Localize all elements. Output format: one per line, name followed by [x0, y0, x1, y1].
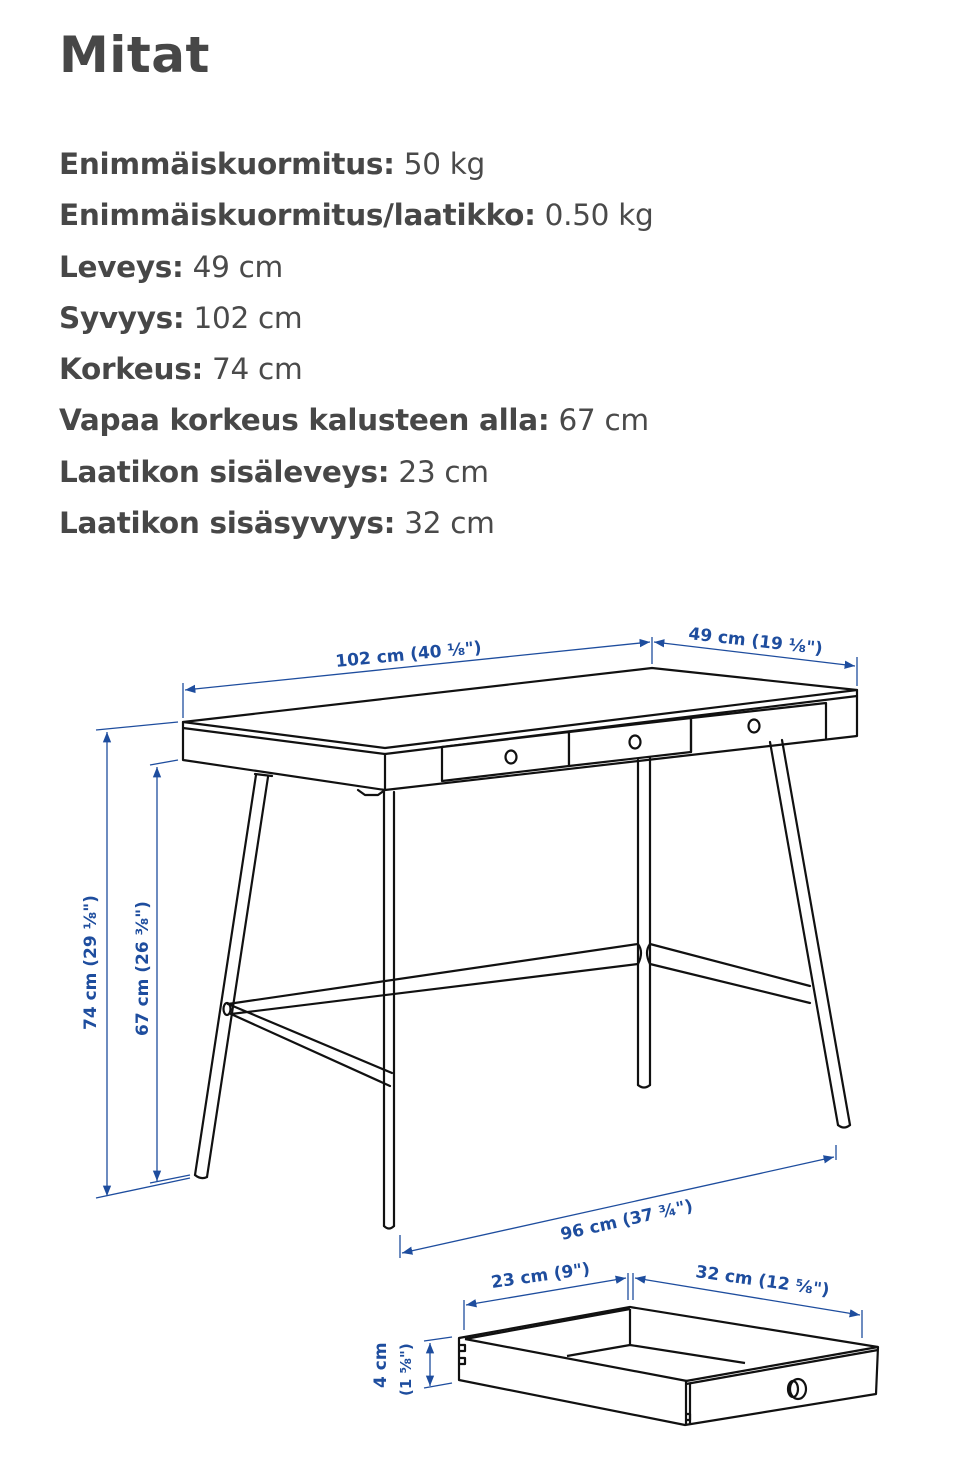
spec-width: [59, 242, 653, 293]
desk-width-label: 49 cm (19 ⅛"): [687, 624, 824, 660]
spec-label: Korkeus:: [59, 352, 203, 387]
spec-height: [59, 344, 653, 395]
spec-value: 67 cm: [558, 403, 649, 438]
spec-label: Laatikon sisäsyvyys:: [59, 506, 396, 541]
spec-depth: [59, 293, 653, 344]
spec-value: 23 cm: [398, 454, 489, 489]
page-title: Mitat: [59, 26, 210, 84]
spec-label: Vapaa korkeus kalusteen alla:: [59, 403, 550, 438]
spec-max-load: [59, 139, 653, 190]
desk-clearance-label: 67 cm (26 ⅜"): [133, 901, 153, 1036]
spec-list: [59, 139, 653, 549]
spec-value: 50 kg: [403, 147, 485, 181]
spec-label: Enimmäiskuormitus/laatikko:: [59, 198, 536, 233]
spec-clearance-under: [59, 395, 653, 446]
drawer-inner-width-label: 23 cm (9"): [489, 1259, 592, 1293]
spec-label: Laatikon sisäleveys:: [59, 454, 390, 489]
dimension-illustration: [0, 600, 960, 1466]
desk-drawing: [183, 668, 857, 1229]
spec-drawer-inner-depth: [59, 498, 653, 549]
spec-value: 49 cm: [192, 249, 283, 284]
spec-value: 0.50 kg: [544, 198, 654, 233]
desk-leg-span-label: 96 cm (37 ¾"): [558, 1196, 695, 1245]
spec-label: Enimmäiskuormitus:: [59, 147, 395, 181]
spec-value: 74 cm: [212, 352, 303, 387]
drawer-height-label-cm: 4 cm: [371, 1342, 391, 1388]
spec-label: Leveys:: [59, 249, 184, 284]
spec-drawer-inner-width: [59, 447, 653, 498]
spec-value: 32 cm: [404, 506, 495, 541]
drawer-height-label-in: (1 ⅝"): [397, 1343, 415, 1396]
spec-max-load-per-drawer: [59, 190, 653, 241]
spec-label: Syvyys:: [59, 300, 185, 335]
desk-length-label: 102 cm (40 ⅛"): [334, 638, 483, 672]
desk-height-label: 74 cm (29 ⅛"): [81, 895, 101, 1030]
drawer-drawing: [459, 1307, 878, 1425]
drawer-inner-depth-label: 32 cm (12 ⅝"): [694, 1262, 831, 1301]
spec-value: 102 cm: [193, 300, 303, 335]
